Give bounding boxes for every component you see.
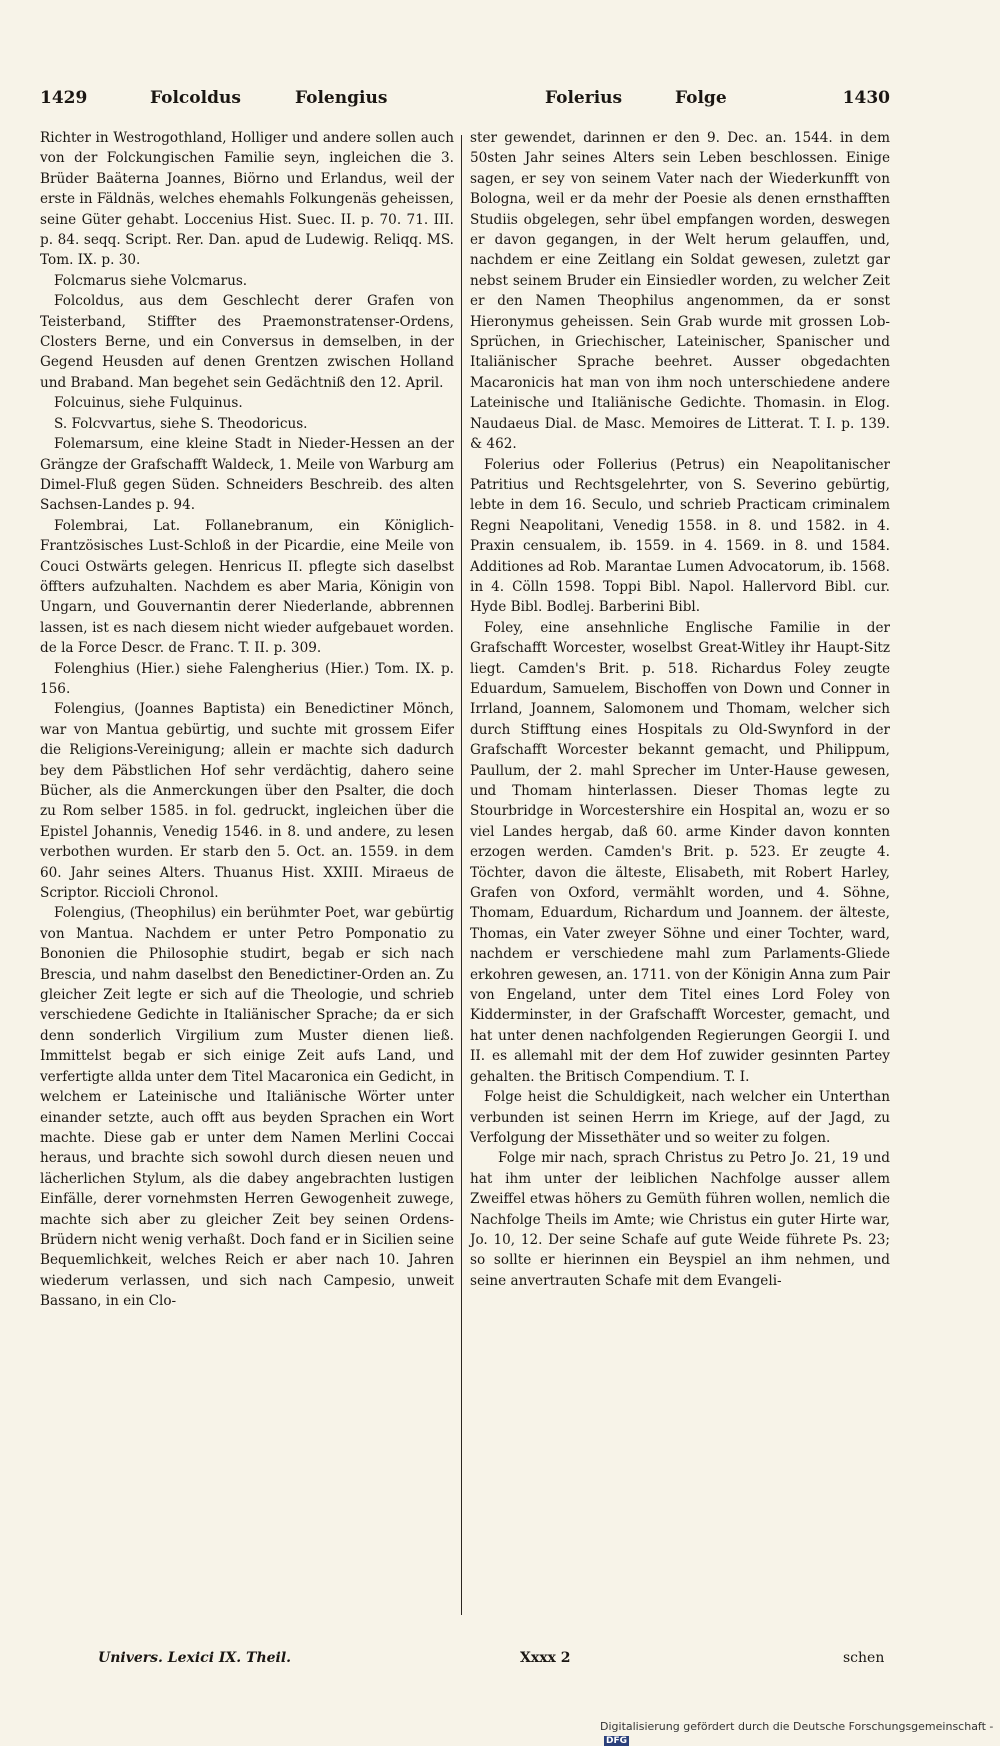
entry-paragraph: Folcuinus, siehe Fulquinus. <box>54 395 243 412</box>
entry-paragraph: Folcoldus, aus dem Geschlecht derer Grafen von Teisterband, Stiffter des Praemonstratenser-Ordens, Closters Berne, und ein Conversus in demselben, in der Gegend Heusden auf denen Grentzen zwischen Holland und Braband. Man begehet sein Gedächtniß den 12. April. <box>40 293 454 391</box>
entry-paragraph: Folengius, (Theophilus) ein berühmter Poet, war gebürtig von Mantua. Nachdem er unter Petro Pomponatio zu Bononien die Philosophie studirt, begab er sich nach Brescia, und nahm daselbst den Benedictiner-Orden an. Zu gleicher Zeit legte er sich auf die Theologie, und schrieb verschiedene Gedichte in Italiänischer Sprache; da er sich denn sonderlich Virgilium zum Muster dienen ließ. Immittelst begab er sich einige Zeit aufs Land, und verfertigte allda unter dem Titel Macaronica ein Gedicht, in welchem er Lateinische und Italiänische Wörter unter einander setzte, auch offt aus beyden Sprachen ein Wort machte. Diese gab er unter dem Namen Merlini Coccai heraus, und brachte sich sowohl durch diesen neuen und lächerlichen Stylum, als die dabey angebrachten lustigen Einfälle, derer vornehmsten Herren Gewogenheit zuwege, machte sich aber zu gleicher Zeit bey seinen Ordens-Brüdern nicht wenig verhaßt. Doch fand er in Sicilien seine Bequemlichkeit, welches Reich er aber nach 10. Jahren wiederum verlassen, und sich nach Campesio, unweit Bassano, in ein Clo- <box>40 905 455 1310</box>
digitization-credit <box>600 1720 1000 1746</box>
header-keyword-4: Folge <box>675 88 727 108</box>
entry-paragraph: Folcmarus siehe Volcmarus. <box>54 272 248 289</box>
credit-text: Digitalisierung gefördert durch die Deutsche Forschungsgemeinschaft - <box>600 1720 994 1733</box>
volume-signature: Univers. Lexici IX. Theil. <box>98 1650 292 1666</box>
entry-paragraph: S. Folcvvartus, siehe S. Theodoricus. <box>54 415 308 432</box>
left-column <box>40 128 454 1312</box>
entry-paragraph: Foley, eine ansehnliche Englische Familie in der Grafschafft Worcester, woselbst Great-Witley ihr Haupt-Sitz liegt. Camden's Brit. p. 518. Richardus Foley zeugte Eduardum, Samuelem, Bischoffen von Down und Conner in Irrland, Joannem, Salomonem und Thomam, welcher sich durch Stifftung eines Hospitals zu Old-Swynford in der Grafschafft Worcester bekannt gemacht, und Philippum, Paullum, der 2. mahl Sprecher im Unter-Hause gewesen, und Thomam hinterlassen. Dieser Thomas legte zu Stourbridge in Worcestershire ein Hospital an, wozu er so viel Landes hergab, daß 60. arme Kinder davon konnten erzogen werden. Camden's Brit. p. 523. Er zeugte 4. Töchter, davon die älteste, Elisabeth, mit Robert Harley, Grafen von Oxford, vermählt worden, und 4. Söhne, Thomam, Eduardum, Richardum und Joannem. der älteste, Thomas, ein Vater zweyer Söhne und einer Tochter, ward, nachdem er verschiedene mahl zum Parlaments-Gliede erkohren gewesen, an. 1711. von der Königin Anna zum Pair von Engeland, unter dem Titel eines Lord Foley von Kidderminster, in der Grafschafft Worcester, gemacht, und hat unter denen nachfolgenden Regierungen Georgii I. und II. es allemahl mit der dem Hof zuwider gesinnten Partey gehalten. the Britisch Compendium. T. I. <box>470 619 890 1085</box>
entry-paragraph: Folengius, (Joannes Baptista) ein Benedictiner Mönch, war von Mantua gebürtig, und suchte mit grossem Eifer die Religions-Vereinigung; allein er machte sich dadurch bey dem Päbstlichen Hof sehr verdächtig, dahero seine Bücher, als die Anmerckungen über den Psalter, die doch zu Rom selber 1585. in fol. gedruckt, ingleichen über die Epistel Johannis, Venedig 1546. in 8. und andere, zu lesen verbothen wurden. Er starb den 5. Oct. an. 1559. in dem 60. Jahr seines Alters. Thuanus Hist. XXIII. Miraeus de Scriptor. Riccioli Chronol. <box>40 701 454 902</box>
entry-paragraph: ster gewendet, darinnen er den 9. Dec. an. 1544. in dem 50sten Jahr seines Alters sein Leben beschlossen. Einige sagen, er sey von seinem Vater nach der Wiederkunfft von Bologna, weil er da mehr der Poesie als denen ernsthafften Studiis obgelegen, sehr übel empfangen worden, deswegen er davon gegangen, in der Welt herum gelauffen, und, nachdem er eine Zeitlang ein Soldat gewesen, zuletzt gar nebst seinem Bruder ein Einsiedler worden, zu welcher Zeit er den Namen Theophilus angenommen, da er sonst Hieronymus geheissen. Sein Grab wurde mit grossen Lob-Sprüchen, in Griechischer, Lateinischer, Spanischer und Italiänischer Sprache beehret. Ausser obgedachten Macaronicis hat man von ihm noch unterschiedene andere Lateinische und Italiänische Gedichte. Thomasin. in Elog. Naudaeus Dial. de Masc. Memoires de Litterat. T. I. p. 139. & 462. <box>470 130 890 453</box>
right-page-number: 1430 <box>842 88 890 108</box>
sheet-signature: Xxxx 2 <box>520 1650 571 1666</box>
entry-paragraph: Folemarsum, eine kleine Stadt in Nieder-Hessen an der Grängze der Grafschafft Waldeck, 1. Meile von Warburg am Dimel-Fluß gegen Süden. Schneiders Beschreib. des alten Sachsen-Landes p. 94. <box>40 436 454 514</box>
entry-paragraph: Folenghius (Hier.) siehe Falengherius (Hier.) Tom. IX. p. 156. <box>40 660 454 697</box>
catchword: schen <box>843 1650 885 1666</box>
entry-paragraph: Folge heist die Schuldigkeit, nach welcher ein Unterthan verbunden ist seinen Herrn im Kriege, auf der Jagd, zu Verfolgung der Missethäter und so weiter zu folgen. <box>470 1089 890 1146</box>
left-page-number: 1429 <box>40 88 88 108</box>
header-keyword-2: Folengius <box>295 88 388 108</box>
header-keyword-1: Folcoldus <box>150 88 241 108</box>
dfg-logo: DFG <box>606 1736 628 1746</box>
column-divider <box>461 135 462 1615</box>
entry-paragraph: Folge mir nach, sprach Christus zu Petro Jo. 21, 19 und hat ihm unter der leiblichen Nachfolge ausser allem Zweiffel etwas höhers zu Gemüth führen wollen, nemlich die Nachfolge Theils im Amte; wie Christus ein guter Hirte war, Jo. 10, 12. Der seine Schafe auf gute Weide führete Ps. 23; so sollte er hierinnen ein Beyspiel an ihm nehmen, und seine anvertrauten Schafe mit dem Evangeli- <box>470 1150 890 1289</box>
right-column <box>470 128 890 1291</box>
entry-paragraph: Folerius oder Follerius (Petrus) ein Neapolitanischer Patritius und Rechtsgelehrter, von S. Severino gebürtig, lebte in dem 16. Seculo, und schrieb Practicam criminalem Regni Neapolitani, Venedig 1558. in 8. und 1582. in 4. Praxin censualem, ib. 1559. in 4. 1569. in 8. und 1584. Additiones ad Rob. Marantae Lumen Advocatorum, ib. 1568. in 4. Cölln 1598. Toppi Bibl. Napol. Hallervord Bibl. cur. Hyde Bibl. Bodlej. Barberini Bibl. <box>470 456 890 616</box>
entry-paragraph: Richter in Westrogothland, Holliger und andere sollen auch von der Folckungischen Familie seyn, ingleichen die 3. Brüder Baäterna Joannes, Biörno und Erlandus, weil der erste in Fäldnäs, welches ehemahls Folkungenäs geheissen, seine Güter gehabt. Loccenius Hist. Suec. II. p. 70. 71. III. p. 84. seqq. Script. Rer. Dan. apud de Ludewig. Reliqq. MS. Tom. IX. p. 30. <box>40 130 454 269</box>
running-header <box>40 88 890 120</box>
entry-paragraph: Folembrai, Lat. Follanebranum, ein Königlich-Frantzösisches Lust-Schloß in der Picardie, eine Meile von Couci Ostwärts gelegen. Henricus II. pflegte sich daselbst öffters aufzuhalten. Nachdem es aber Maria, Königin von Ungarn, und Gouvernantin derer Niederlande, abbrennen lassen, ist es nach diesem nicht wieder aufgebauet worden. de la Force Descr. de Franc. T. II. p. 309. <box>40 517 454 657</box>
header-keyword-3: Folerius <box>545 88 623 108</box>
